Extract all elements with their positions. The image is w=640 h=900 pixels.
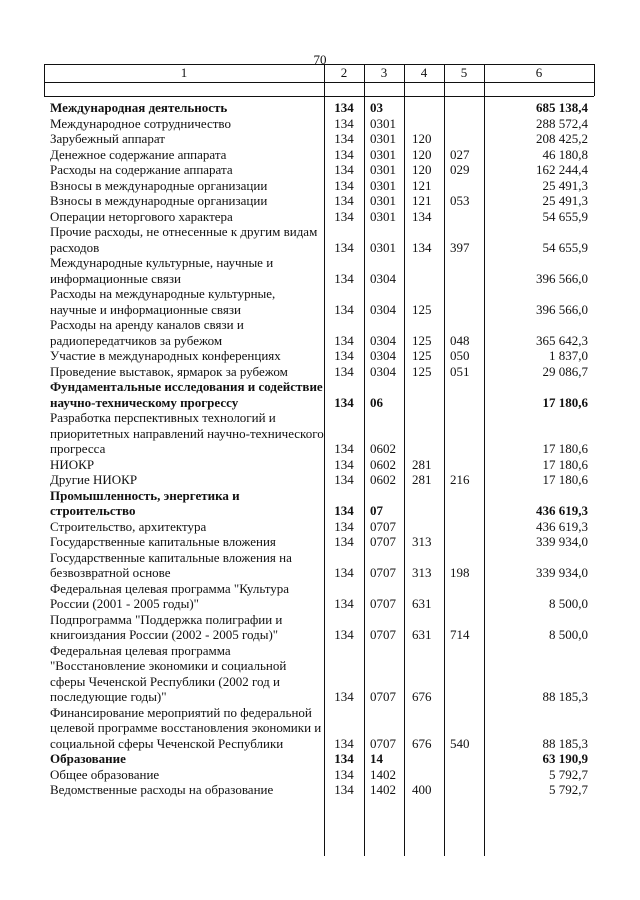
cell-code-3: 0707 [370, 689, 396, 704]
cell-code-2: 134 [334, 348, 354, 363]
cell-amount: 63 190,9 [542, 751, 588, 766]
cell-code-2: 134 [334, 472, 354, 487]
cell-code-5: 027 [450, 146, 470, 162]
cell-code-3: 0301 [370, 193, 396, 208]
table-row [44, 705, 594, 752]
cell-item-name: НИОКР [50, 456, 95, 472]
cell-item-name: Финансирование мероприятий по федеральной целевой программе восстановления экономики и социальной сферы Чеченской Республики [50, 704, 322, 751]
cell-item-name: Международное сотрудничество [50, 115, 231, 131]
table-row [44, 410, 594, 457]
table-row [44, 643, 594, 705]
cell-item-name: Фундаментальные исследования и содействие научно-техническому прогрессу [50, 379, 323, 410]
cell-code-3: 0707 [370, 518, 396, 534]
cell-item-name: Операции неторгового характера [50, 208, 233, 224]
cell-code-3: 1402 [370, 766, 396, 782]
cell-item-name: Образование [50, 751, 126, 766]
cell-code-4: 631 [412, 596, 432, 611]
table-row [44, 255, 594, 286]
cell-item-name: Зарубежный аппарат [50, 131, 165, 146]
cell-item-name: Международная деятельность [50, 100, 228, 115]
cell-code-3: 06 [370, 394, 383, 410]
cell-code-4: 313 [412, 534, 432, 549]
cell-code-3: 0707 [370, 596, 396, 611]
table-row [44, 782, 594, 798]
cell-code-4: 400 [412, 782, 432, 797]
cell-item-name: Разработка перспективных технологий и приоритетных направлений научно-технического прогресса [50, 410, 324, 456]
cell-code-5: 540 [450, 735, 470, 751]
table-row [44, 348, 594, 364]
table-right-rule [594, 64, 595, 96]
cell-item-name: Международные культурные, научные и информационные связи [50, 255, 274, 286]
cell-code-4: 125 [412, 348, 432, 363]
cell-code-4: 281 [412, 456, 432, 472]
table-row [44, 534, 594, 550]
cell-code-5: 029 [450, 162, 470, 177]
column-header-3: 3 [380, 65, 388, 80]
cell-code-4: 676 [412, 735, 432, 751]
cell-code-5: 051 [450, 363, 470, 379]
table-row [44, 457, 594, 473]
cell-code-2: 134 [334, 146, 354, 162]
cell-code-2: 134 [334, 689, 354, 704]
cell-code-3: 1402 [370, 782, 396, 797]
cell-code-2: 134 [334, 596, 354, 611]
cell-item-name: Государственные капитальные вложения на безвозвратной основе [50, 549, 292, 580]
cell-item-name: Расходы на содержание аппарата [50, 162, 233, 177]
table-row [44, 519, 594, 535]
cell-code-2: 134 [334, 441, 354, 456]
cell-code-2: 134 [334, 534, 354, 549]
cell-amount: 8 500,0 [549, 627, 588, 642]
cell-code-2: 134 [334, 239, 354, 255]
body-top-rule [44, 96, 594, 97]
cell-amount: 46 180,8 [542, 146, 588, 162]
cell-code-4: 125 [412, 332, 432, 348]
cell-code-3: 0301 [370, 115, 396, 131]
cell-code-3: 0301 [370, 239, 396, 255]
cell-item-name: Взносы в международные организации [50, 193, 268, 208]
cell-code-2: 134 [334, 131, 354, 146]
cell-amount: 88 185,3 [542, 735, 588, 751]
cell-item-name: Расходы на аренду каналов связи и радиопередатчиков за рубежом [50, 317, 244, 348]
cell-code-3: 0304 [370, 348, 396, 363]
cell-code-5: 050 [450, 348, 470, 363]
cell-code-3: 0602 [370, 456, 396, 472]
cell-code-3: 03 [370, 100, 383, 115]
cell-code-5: 714 [450, 627, 470, 642]
cell-amount: 339 934,0 [536, 534, 588, 549]
cell-amount: 17 180,6 [542, 472, 588, 487]
cell-item-name: Общее образование [50, 766, 160, 782]
cell-code-3: 0602 [370, 441, 396, 456]
table-row [44, 178, 594, 194]
table-row [44, 209, 594, 225]
cell-code-3: 0707 [370, 627, 396, 642]
cell-amount: 5 792,7 [549, 766, 588, 782]
cell-amount: 17 180,6 [542, 441, 588, 456]
cell-amount: 288 572,4 [536, 115, 588, 131]
cell-code-4: 125 [412, 301, 432, 317]
cell-code-4: 121 [412, 193, 432, 208]
cell-code-3: 0304 [370, 301, 396, 317]
cell-code-2: 134 [334, 162, 354, 177]
cell-code-4: 121 [412, 177, 432, 193]
table-row [44, 224, 594, 255]
cell-code-4: 134 [412, 239, 432, 255]
cell-code-3: 0301 [370, 146, 396, 162]
table-row [44, 612, 594, 643]
page-number: 70 [313, 52, 327, 67]
table-row [44, 581, 594, 612]
cell-amount: 54 655,9 [542, 239, 588, 255]
table-row [44, 751, 594, 767]
cell-item-name: Проведение выставок, ярмарок за рубежом [50, 363, 288, 379]
cell-amount: 396 566,0 [536, 301, 588, 317]
cell-amount: 29 086,7 [542, 363, 588, 379]
cell-code-3: 0707 [370, 534, 396, 549]
cell-amount: 8 500,0 [549, 596, 588, 611]
cell-amount: 17 180,6 [542, 456, 588, 472]
cell-amount: 365 642,3 [536, 332, 588, 348]
table-row [44, 364, 594, 380]
table-row [44, 162, 594, 178]
cell-item-name: Ведомственные расходы на образование [50, 782, 274, 797]
column-header-1: 1 [180, 65, 188, 80]
cell-code-3: 0602 [370, 472, 396, 487]
cell-amount: 162 244,4 [536, 162, 588, 177]
cell-amount: 339 934,0 [536, 565, 588, 580]
cell-code-2: 134 [334, 115, 354, 131]
cell-code-5: 216 [450, 472, 470, 487]
cell-amount: 208 425,2 [536, 131, 588, 146]
cell-amount: 436 619,3 [536, 518, 588, 534]
cell-code-4: 134 [412, 208, 432, 224]
column-header-4: 4 [420, 65, 428, 80]
cell-code-4: 631 [412, 627, 432, 642]
cell-code-3: 0707 [370, 565, 396, 580]
cell-code-5: 198 [450, 565, 470, 580]
cell-code-4: 676 [412, 689, 432, 704]
column-header-2: 2 [340, 65, 348, 80]
cell-code-3: 0304 [370, 363, 396, 379]
cell-amount: 25 491,3 [542, 177, 588, 193]
cell-code-2: 134 [334, 332, 354, 348]
cell-code-2: 134 [334, 751, 354, 766]
table-row [44, 100, 594, 116]
cell-code-5: 397 [450, 239, 470, 255]
cell-code-2: 134 [334, 363, 354, 379]
cell-item-name: Расходы на международные культурные, научные и информационные связи [50, 286, 276, 317]
cell-item-name: Другие НИОКР [50, 472, 138, 487]
header-bottom-rule [44, 82, 594, 83]
budget-table-body [44, 100, 594, 798]
cell-amount: 5 792,7 [549, 782, 588, 797]
cell-code-3: 0304 [370, 332, 396, 348]
cell-amount: 88 185,3 [542, 689, 588, 704]
cell-amount: 1 837,0 [549, 348, 588, 363]
column-header-6: 6 [535, 65, 543, 80]
cell-code-4: 125 [412, 363, 432, 379]
cell-code-2: 134 [334, 394, 354, 410]
table-row [44, 131, 594, 147]
cell-code-4: 313 [412, 565, 432, 580]
cell-code-3: 0301 [370, 208, 396, 224]
cell-code-3: 0301 [370, 162, 396, 177]
cell-code-2: 134 [334, 270, 354, 286]
cell-code-2: 134 [334, 193, 354, 208]
cell-code-2: 134 [334, 301, 354, 317]
cell-code-5: 048 [450, 332, 470, 348]
cell-code-2: 134 [334, 627, 354, 642]
cell-code-4: 120 [412, 131, 432, 146]
cell-code-3: 07 [370, 503, 383, 518]
cell-code-2: 134 [334, 782, 354, 797]
cell-amount: 396 566,0 [536, 270, 588, 286]
cell-amount: 17 180,6 [542, 394, 588, 410]
cell-amount: 25 491,3 [542, 193, 588, 208]
cell-item-name: Участие в международных конференциях [50, 348, 281, 363]
table-left-rule [44, 64, 45, 96]
cell-code-3: 0301 [370, 177, 396, 193]
table-row [44, 147, 594, 163]
cell-code-3: 0301 [370, 131, 396, 146]
column-header-5: 5 [460, 65, 468, 80]
cell-item-name: Строительство, архитектура [50, 518, 207, 534]
table-row [44, 550, 594, 581]
table-row [44, 488, 594, 519]
table-row [44, 472, 594, 488]
cell-amount: 685 138,4 [536, 100, 588, 115]
table-row [44, 193, 594, 209]
cell-code-2: 134 [334, 456, 354, 472]
table-row [44, 379, 594, 410]
cell-code-2: 134 [334, 735, 354, 751]
table-row [44, 116, 594, 132]
cell-item-name: Подпрограмма "Поддержка полиграфии и книгоиздания России (2002 - 2005 годы)" [50, 611, 283, 642]
cell-code-3: 14 [370, 751, 383, 766]
cell-code-5: 053 [450, 193, 470, 208]
cell-code-2: 134 [334, 503, 354, 518]
cell-item-name: Федеральная целевая программа "Культура России (2001 - 2005 годы)" [50, 580, 290, 611]
cell-code-4: 281 [412, 472, 432, 487]
table-row [44, 317, 594, 348]
cell-code-2: 134 [334, 100, 354, 115]
table-top-rule [44, 64, 594, 65]
cell-code-4: 120 [412, 162, 432, 177]
cell-item-name: Федеральная целевая программа "Восстановление экономики и социальной сферы Чеченской Республики (2002 год и последующие годы)" [50, 642, 287, 704]
cell-code-2: 134 [334, 766, 354, 782]
cell-code-2: 134 [334, 177, 354, 193]
table-row [44, 286, 594, 317]
column-header-row [44, 64, 594, 82]
cell-item-name: Государственные капитальные вложения [50, 534, 276, 549]
cell-item-name: Взносы в международные организации [50, 177, 268, 193]
cell-code-2: 134 [334, 565, 354, 580]
cell-amount: 436 619,3 [536, 503, 588, 518]
cell-amount: 54 655,9 [542, 208, 588, 224]
cell-item-name: Прочие расходы, не отнесенные к другим видам расходов [50, 224, 318, 255]
cell-item-name: Денежное содержание аппарата [50, 146, 227, 162]
cell-code-3: 0304 [370, 270, 396, 286]
cell-code-4: 120 [412, 146, 432, 162]
cell-item-name: Промышленность, энергетика и строительство [50, 487, 240, 518]
cell-code-2: 134 [334, 208, 354, 224]
cell-code-3: 0707 [370, 735, 396, 751]
cell-code-2: 134 [334, 518, 354, 534]
table-row [44, 767, 594, 783]
